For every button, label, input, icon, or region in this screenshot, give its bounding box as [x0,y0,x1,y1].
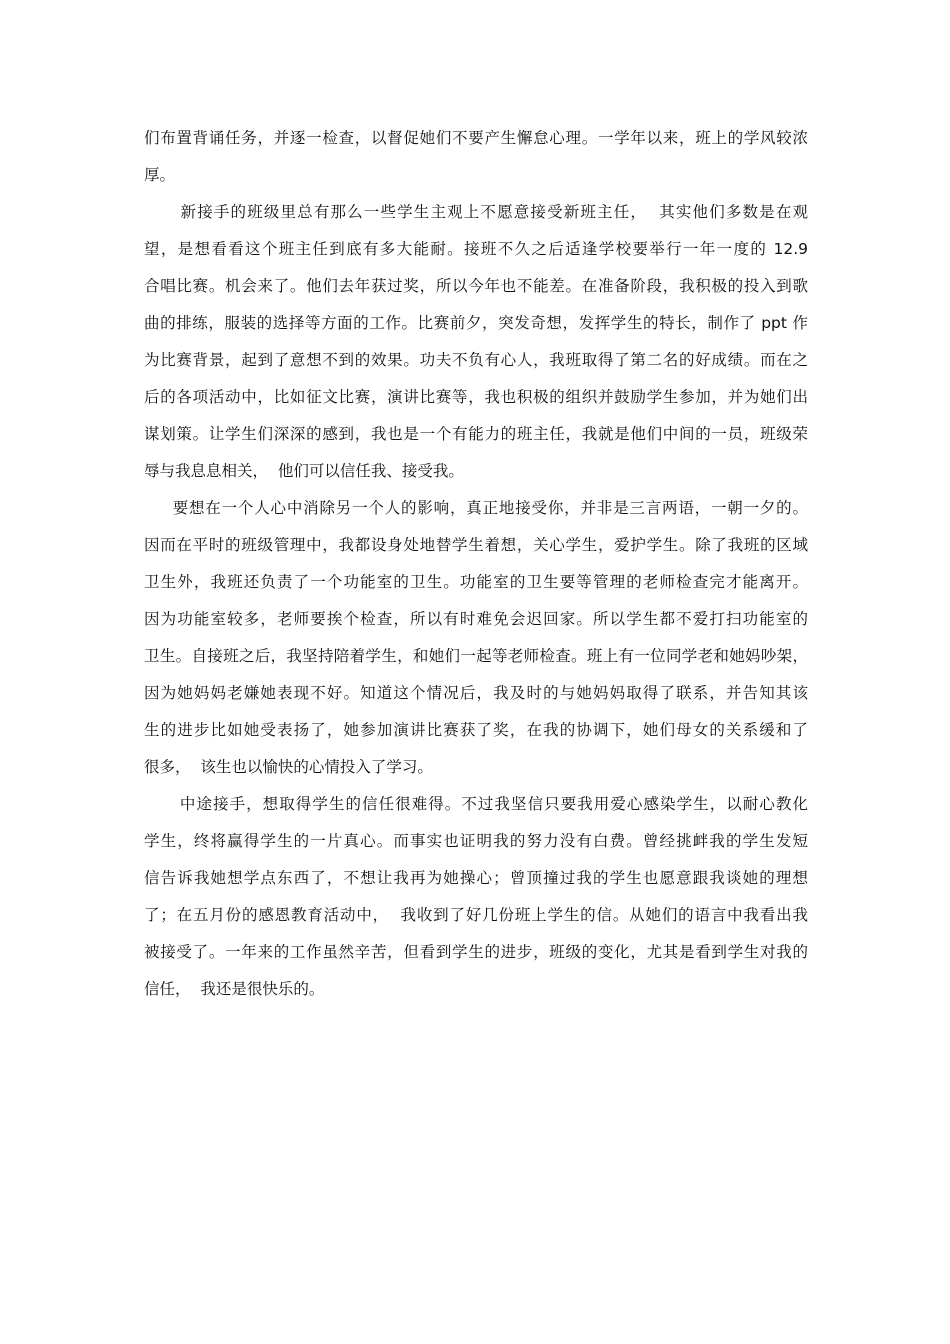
text-line: 信任， 我还是很快乐的。 [144,980,325,998]
text-line: 望，是想看看这个班主任到底有多大能耐。接班不久之后适逢学校要举行一年一度的 12.9 [144,240,808,258]
text-line: 卫生。自接班之后，我坚持陪着学生，和她们一起等老师检查。班上有一位同学老和她妈吵架， [144,647,808,665]
text-line: 们布置背诵任务，并逐一检查，以督促她们不要产生懈怠心理。一学年以来，班上的学风较浓 [144,129,808,147]
text-line: 被接受了。一年来的工作虽然辛苦，但看到学生的进步，班级的变化，尤其是看到学生对我的 [144,943,808,961]
text-line: 辱与我息息相关， 他们可以信任我、接受我。 [144,462,464,480]
text-line: 卫生外，我班还负责了一个功能室的卫生。功能室的卫生要等管理的老师检查完才能离开。 [144,573,808,591]
text-line: 谋划策。让学生们深深的感到，我也是一个有能力的班主任，我就是他们中间的一员，班级荣 [144,425,808,443]
text-line: 合唱比赛。机会来了。他们去年获过奖，所以今年也不能差。在准备阶段，我积极的投入到歌 [144,277,808,295]
text-line: 中途接手，想取得学生的信任很难得。不过我坚信只要我用爱心感染学生，以耐心教化 [144,795,808,813]
paragraph-2 [144,194,808,490]
paragraph-4 [144,786,808,1008]
text-line: 曲的排练，服装的选择等方面的工作。比赛前夕，突发奇想，发挥学生的特长，制作了 ppt 作 [144,314,808,332]
text-line: 因为功能室较多，老师要挨个检查，所以有时难免会迟回家。所以学生都不爱打扫功能室的 [144,610,808,628]
text-line: 了；在五月份的感恩教育活动中， 我收到了好几份班上学生的信。从她们的语言中我看出我 [144,906,808,924]
text-line: 因为她妈妈老嫌她表现不好。知道这个情况后，我及时的与她妈妈取得了联系，并告知其该 [144,684,808,702]
text-line: 生的进步比如她受表扬了，她参加演讲比赛获了奖，在我的协调下，她们母女的关系缓和了 [144,721,808,739]
text-line: 学生，终将赢得学生的一片真心。而事实也证明我的努力没有白费。曾经挑衅我的学生发短 [144,832,808,850]
text-line: 因而在平时的班级管理中，我都设身处地替学生着想，关心学生，爱护学生。除了我班的区域 [144,536,808,554]
text-line: 要想在一个人心中消除另一个人的影响，真正地接受你，并非是三言两语，一朝一夕的。 [144,499,808,517]
text-line: 很多， 该生也以愉快的心情投入了学习。 [144,758,433,776]
text-line: 厚。 [144,166,176,184]
text-line: 信告诉我她想学点东西了，不想让我再为她操心；曾顶撞过我的学生也愿意跟我谈她的理想 [144,869,808,887]
document-body [144,120,808,1008]
text-line: 新接手的班级里总有那么一些学生主观上不愿意接受新班主任， 其实他们多数是在观 [144,203,808,221]
text-line: 后的各项活动中，比如征文比赛，演讲比赛等，我也积极的组织并鼓励学生参加，并为她们出 [144,388,808,406]
paragraph-1 [144,120,808,194]
text-line: 为比赛背景，起到了意想不到的效果。功夫不负有心人，我班取得了第二名的好成绩。而在之 [144,351,808,369]
paragraph-3 [144,490,808,786]
